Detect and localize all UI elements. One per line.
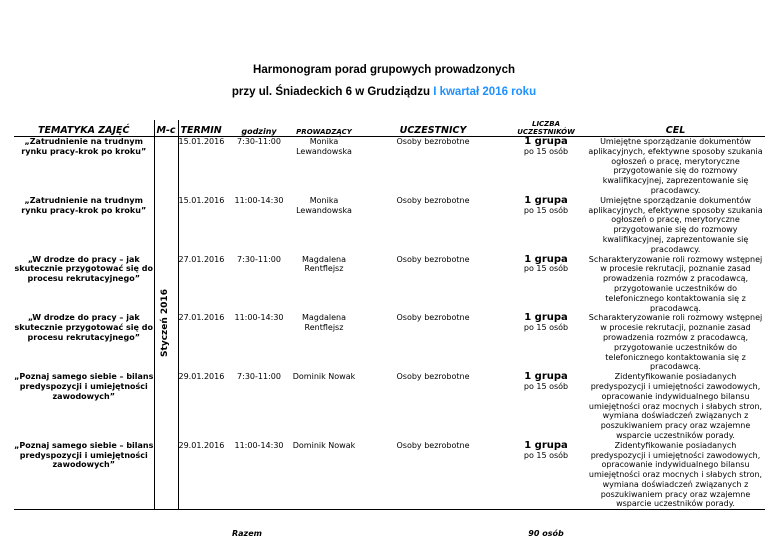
total-spacer	[360, 510, 506, 558]
row-leader: Monika Lewandowska	[296, 137, 352, 156]
row-leader: Monika Lewandowska	[296, 195, 352, 215]
row-date: 27.01.2016	[178, 254, 225, 264]
row-participants: Osoby bezrobotne	[396, 137, 470, 146]
table-row	[14, 313, 765, 372]
row-date: 15.01.2016	[178, 195, 225, 205]
schedule-table	[14, 120, 765, 558]
total-spacer-goal	[586, 510, 765, 558]
row-hours: 7:30-11:00	[237, 254, 281, 264]
row-goal: Umiejętne sporządzanie dokumentów aplikacyjnych, efektywne sposoby szukania ogłoszeń o pracę, merytoryczne przygotowanie się do rozmowy kwalifikacyjnej, zaprezentowanie się pracodawcy.	[588, 137, 763, 195]
row-count	[506, 372, 586, 441]
header-participants: UCZESTNICY	[360, 120, 506, 137]
table-header-row	[14, 120, 765, 137]
total-row	[14, 510, 765, 558]
row-leader: Dominik Nowak	[292, 372, 356, 382]
row-participants: Osoby bezrobotne	[396, 195, 470, 205]
row-count	[506, 441, 586, 510]
header-hours: godziny	[230, 120, 288, 137]
row-hours: 11:00-14:30	[234, 440, 284, 450]
header-term: TERMIN	[178, 120, 230, 137]
row-date: 15.01.2016	[178, 137, 225, 146]
row-date: 29.01.2016	[178, 372, 225, 382]
row-count-main: 1 grupa	[524, 371, 568, 383]
row-date: 27.01.2016	[178, 313, 225, 323]
row-count-main: 1 grupa	[524, 253, 568, 265]
row-count-main: 1 grupa	[524, 194, 568, 206]
row-participants: Osoby bezrobotne	[396, 372, 470, 382]
row-participants: Osoby bezrobotne	[396, 313, 470, 323]
row-count	[506, 137, 586, 196]
table-row	[14, 441, 765, 510]
row-count-main: 1 grupa	[524, 312, 568, 324]
table-row	[14, 372, 765, 441]
row-count	[506, 196, 586, 255]
row-goal: Umiejętne sporządzanie dokumentów aplikacyjnych, efektywne sposoby szukania ogłoszeń o pracę, merytoryczne przygotowanie się do rozmowy kwalifikacyjnej, zaprezentowanie się pracodawcy.	[588, 195, 763, 254]
row-count-sub: po 15 osób	[523, 264, 569, 274]
row-hours: 7:30-11:00	[237, 137, 281, 146]
row-goal: Scharakteryzowanie roli rozmowy wstępnej w procesie rekrutacji, poznanie zasad prowadzenia rozmów z pracodawcą, przygotowanie uczestników do telefonicznego kontaktowania się z pracodawcą.	[588, 254, 763, 313]
row-participants: Osoby bezrobotne	[396, 440, 470, 450]
row-goal: Zidentyfikowanie posiadanych predyspozycji i umiejętności zawodowych, opracowanie indywidualnego bilansu umiejętności oraz mocnych i słabych stron, wymiana doświadczeń związanych z poszukiwaniem pracy oraz wzajemne wsparcie uczestników porady.	[588, 440, 763, 509]
row-hours: 11:00-14:30	[234, 313, 284, 323]
row-count-sub: po 15 osób	[523, 450, 569, 460]
row-count-sub: po 15 osób	[523, 146, 569, 156]
subtitle-quarter: I kwartał 2016 roku	[433, 86, 537, 98]
month-cell	[154, 137, 178, 510]
row-topic: „Zatrudnienie na trudnym rynku pracy-krok po kroku”	[21, 195, 147, 215]
row-hours: 7:30-11:00	[237, 372, 281, 382]
header-month: M-c	[154, 120, 178, 137]
row-goal: Zidentyfikowanie posiadanych predyspozycji i umiejętności zawodowych, opracowanie indywidualnego bilansu umiejętności oraz mocnych i słabych stron, wymiana doświadczeń związanych z poszukiwaniem pracy oraz wzajemne wsparcie uczestników porady.	[588, 372, 763, 440]
row-count-sub: po 15 osób	[523, 205, 569, 215]
row-topic: „W drodze do pracy – jak skutecznie przygotować się do procesu rekrutacyjnego”	[14, 313, 153, 342]
row-topic: „Poznaj samego siebie – bilans predyspozycji i umiejętności zawodowych”	[14, 440, 154, 470]
header-leader: PROWADZĄCY	[288, 120, 360, 137]
row-hours: 11:00-14:30	[234, 195, 284, 205]
subtitle-address: przy ul. Śniadeckich 6 w Grudziądzu	[231, 86, 430, 98]
row-topic: „W drodze do pracy – jak skutecznie przygotować się do procesu rekrutacyjnego”	[14, 254, 153, 284]
total-label: Razem	[14, 510, 360, 558]
row-leader: Magdalena Rentflejsz	[302, 313, 346, 333]
row-date: 29.01.2016	[178, 440, 225, 450]
row-topic: „Zatrudnienie na trudnym rynku pracy-krok po kroku”	[21, 137, 147, 156]
row-count-sub: po 15 osób	[523, 323, 569, 333]
row-count-sub: po 15 osób	[523, 381, 569, 391]
row-goal: Scharakteryzowanie roli rozmowy wstępnej w procesie rekrutacji, poznanie zasad prowadzenia rozmów z pracodawcą, przygotowanie uczestników do telefonicznego kontaktowania się z pracodawcą.	[588, 313, 763, 372]
header-topic: TEMATYKA ZAJĘĆ	[14, 120, 154, 137]
header-goal: CEL	[586, 120, 765, 137]
row-count-main: 1 grupa	[524, 136, 568, 147]
table-row	[14, 255, 765, 314]
document-subtitle	[0, 86, 768, 98]
row-count-main: 1 grupa	[524, 439, 568, 451]
month-label: Styczeń 2016	[160, 289, 171, 358]
row-topic: „Poznaj samego siebie – bilans predyspozycji i umiejętności zawodowych”	[14, 372, 154, 401]
row-participants: Osoby bezrobotne	[396, 254, 470, 264]
row-count	[506, 255, 586, 314]
table-row	[14, 137, 765, 196]
header-count: LICZBA UCZESTNIKÓW	[506, 120, 586, 137]
table-row	[14, 196, 765, 255]
document-title: Harmonogram porad grupowych prowadzonych	[253, 64, 515, 76]
row-leader: Dominik Nowak	[292, 440, 356, 450]
row-leader: Magdalena Rentflejsz	[302, 254, 346, 274]
total-value: 90 osób	[506, 510, 586, 558]
row-count	[506, 313, 586, 372]
